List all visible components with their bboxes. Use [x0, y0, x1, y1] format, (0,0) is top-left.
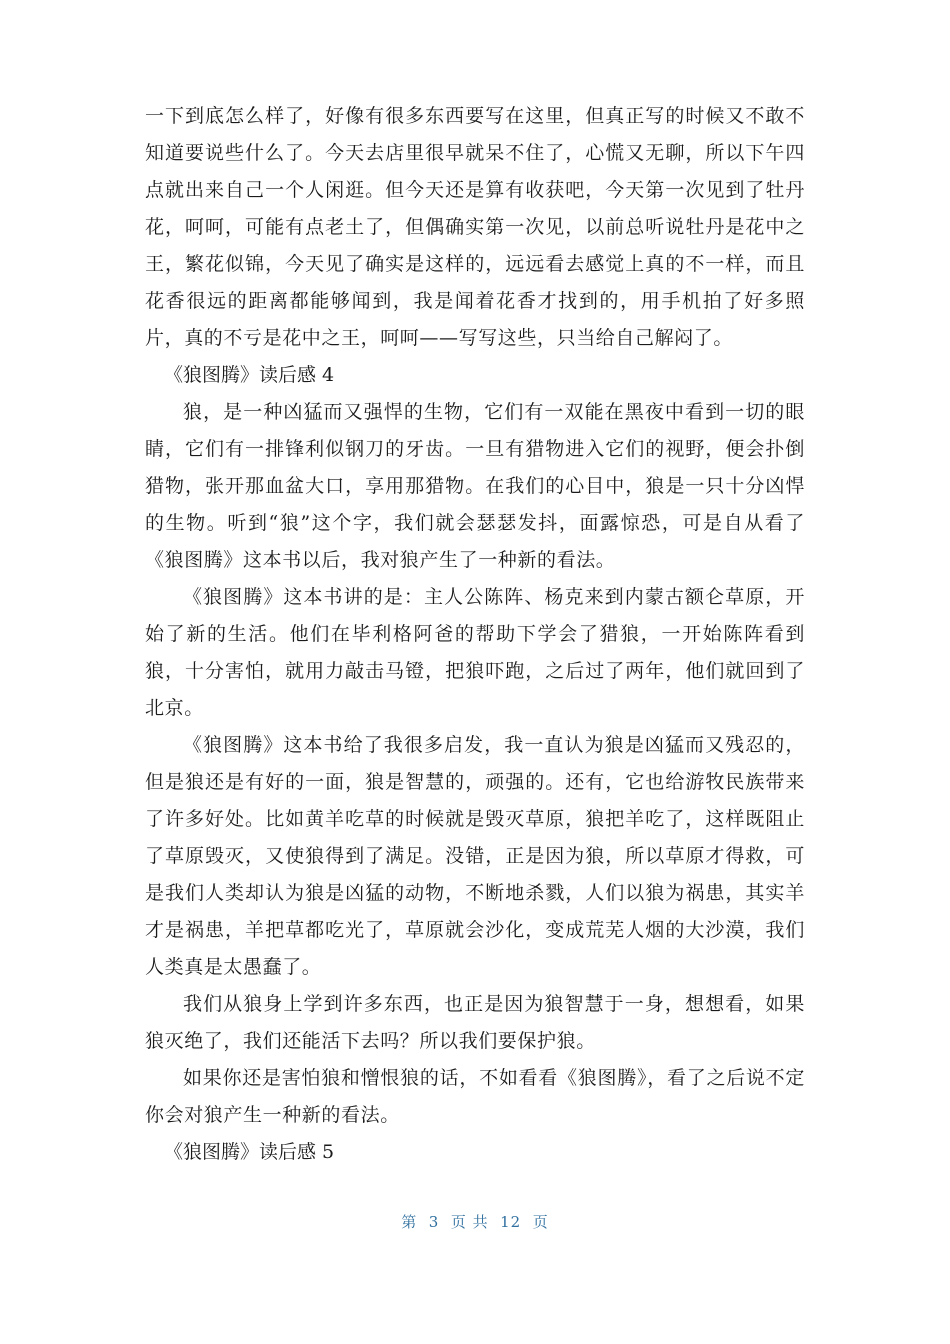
section-heading-5: 《狼图腾》读后感 5 [164, 1141, 335, 1163]
paragraph-recommendation: 如果你还是害怕狼和憎恨狼的话，不如看看《狼图腾》，看了之后说不定你会对狼产生一种新的看法。 [145, 1067, 805, 1126]
paragraph-book-summary: 《狼图腾》这本书讲的是：主人公陈阵、杨克来到内蒙古额仑草原，开始了新的生活。他们在毕利格阿爸的帮助下学会了猎狼，一开始陈阵看到狼，十分害怕，就用力敲击马镫，把狼吓跑，之后过了两年，他们就回到了北京。 [145, 586, 805, 719]
paragraph-inspiration: 《狼图腾》这本书给了我很多启发，我一直认为狼是凶猛而又残忍的，但是狼还是有好的一面，狼是智慧的，顽强的。还有，它也给游牧民族带来了许多好处。比如黄羊吃草的时候就是毁灭草原，狼把羊吃了，这样既阻止了草原毁灭，又使狼得到了满足。没错，正是因为狼，所以草原才得救，可是我们人类却认为狼是凶猛的动物，不断地杀戮，人们以狼为祸患，其实羊才是祸患，羊把草都吃光了，草原就会沙化，变成荒芜人烟的大沙漠，我们人类真是太愚蠢了。 [145, 734, 805, 978]
paragraph-lessons: 我们从狼身上学到许多东西，也正是因为狼智慧于一身，想想看，如果狼灭绝了，我们还能活下去吗？所以我们要保护狼。 [145, 993, 805, 1052]
document-body [145, 98, 805, 1171]
page-number-footer: 第 3 页 共 12 页 [401, 1213, 549, 1231]
paragraph-continued: 一下到底怎么样了，好像有很多东西要写在这里，但真正写的时候又不敢不知道要说些什么了。今天去店里很早就呆不住了，心慌又无聊，所以下午四点就出来自己一个人闲逛。但今天还是算有收获吧，今天第一次见到了牡丹花，呵呵，可能有点老土了，但偶确实第一次见，以前总听说牡丹是花中之王，繁花似锦，今天见了确实是这样的，远远看去感觉上真的不一样，而且花香很远的距离都能够闻到，我是闻着花香才找到的，用手机拍了好多照片，真的不亏是花中之王，呵呵——写写这些，只当给自己解闷了。 [145, 105, 805, 349]
paragraph-wolf-description: 狼，是一种凶猛而又强悍的生物，它们有一双能在黑夜中看到一切的眼睛，它们有一排锋利似钢刀的牙齿。一旦有猎物进入它们的视野，便会扑倒猎物，张开那血盆大口，享用那猎物。在我们的心目中，狼是一只十分凶悍的生物。听到“狼”这个字，我们就会瑟瑟发抖，面露惊恐，可是自从看了《狼图腾》这本书以后，我对狼产生了一种新的看法。 [145, 401, 805, 571]
section-heading-4: 《狼图腾》读后感 4 [164, 364, 335, 386]
